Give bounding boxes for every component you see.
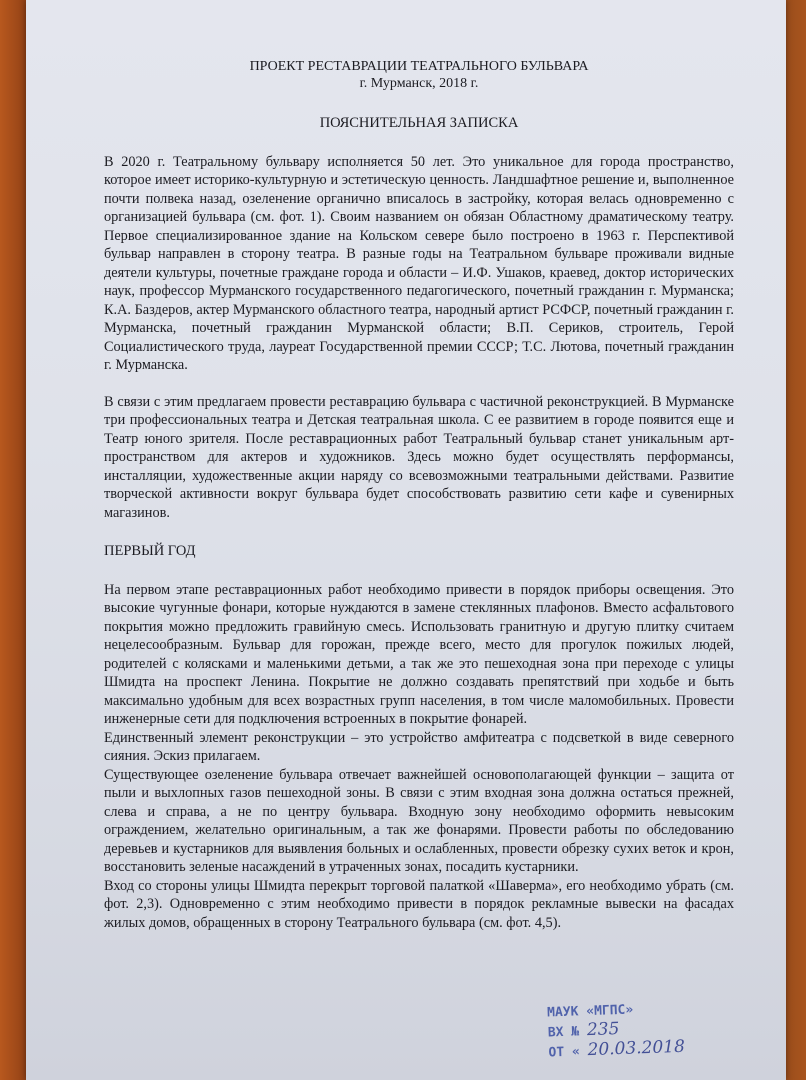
document-subtitle: г. Мурманск, 2018 г.	[359, 76, 479, 91]
document-body	[104, 58, 734, 932]
paper-sheet	[26, 0, 786, 1080]
explanatory-note-heading: ПОЯСНИТЕЛЬНАЯ ЗАПИСКА	[319, 115, 519, 131]
paragraph-history: В 2020 г. Театральному бульвару исполняется 50 лет. Это уникальное для города пространство, которое имеет историко-культурную и эстетическую ценность. Ландшафтное решение и, выполненное почти полвека назад, озеленение органично вписалось в застройку, которая велась одновременно с организацией бульвара (см. фот. 1). Своим названием он обязан Областному драматическому театру. Первое специализированное здание на Кольском севере было построено в 1963 г. Перспективой бульвар направлен в сторону театра. В разные годы на Театральном бульваре проживали видные деятели культуры, почетные граждане города и области – И.Ф. Ушаков, краевед, доктор исторических наук, профессор Мурманского государственного педагогического, почетный гражданин г. Мурманска; К.А. Баздеров, актер Мурманского областного театра, народный артист РСФСР, почетный гражданин г. Мурманска, почетный гражданин Мурманской области; В.П. Сериков, строитель, Герой Социалистического труда, лауреат Государственной премии СССР; Т.С. Лютова, почетный гражданин г. Мурманска.	[104, 153, 734, 373]
paragraph-amphitheatre: Единственный элемент реконструкции – это устройство амфитеатра с подсветкой в виде северного сияния. Эскиз прилагаем.	[104, 729, 734, 764]
registration-stamp	[547, 997, 749, 1076]
stamp-organization: МАУК «МГПС»	[546, 1002, 634, 1021]
stamp-number-value: 235	[586, 1019, 620, 1041]
section-heading-first-year: ПЕРВЫЙ ГОД	[104, 543, 196, 559]
paragraph-entrance: Вход со стороны улицы Шмидта перекрыт торговой палаткой «Шаверма», его необходимо убрать (см. фот. 2,3). Одновременно с этим необходимо привести в порядок рекламные вывески на фасадах жилых домов, обращенных в сторону Театрального бульвара (см. фот. 4,5).	[104, 877, 734, 931]
stamp-number-label: ВХ №	[547, 1024, 580, 1041]
stamp-date-label: ОТ «	[548, 1044, 581, 1061]
paragraph-proposal: В связи с этим предлагаем провести реставрацию бульвара с частичной реконструкцией. В Мурманске три профессиональных театра и Детская театральная школа. С ее развитием в городе появится еще и Театр юного зрителя. После реставрационных работ Театральный бульвар станет уникальным арт-пространством для актеров и художников. Здесь можно будет осуществлять перформансы, инсталляции, художественные акции наряду со всевозможными театральными действами. Развитие творческой активности вокруг бульвара будет способствовать развитию сети кафе и сувенирных магазинов.	[104, 393, 734, 521]
paragraph-lighting: На первом этапе реставрационных работ необходимо привести в порядок приборы освещения. Это высокие чугунные фонари, которые нуждаются в замене стеклянных плафонов. Вместо асфальтового покрытия можно предложить гравийную смесь. Использовать гранитную и другую плитку считаем нецелесообразным. Бульвар для горожан, прежде всего, место для прогулок пожилых людей, родителей с колясками и маленькими детьми, а так же это пешеходная зона при переходе с улицы Шмидта на проспект Ленина. Покрытие не должно создавать препятствий при ходьбе и быть максимально удобным для всех возрастных групп населения, в том числе маломобильных. Провести инженерные сети для подключения встроенных в покрытие фонарей.	[104, 581, 734, 727]
document-title: ПРОЕКТ РЕСТАВРАЦИИ ТЕАТРАЛЬНОГО БУЛЬВАРА	[249, 59, 589, 74]
paragraph-greenery: Существующее озеленение бульвара отвечает важнейшей основополагающей функции – защита от пыли и выхлопных газов пешеходной зоны. В связи с этим входная зона должна остаться прежней, слева и справа, а не по центру бульвара. Входную зону необходимо оформить невысоким ограждением, желательно оригинальным, а так же фонарями. Провести работы по обследованию деревьев и кустарников для выявления больных и ослабленных, провести обрезку сухих веток и крон, восстановить зеленые насаждений в утраченных зонах, посадить кустарники.	[104, 766, 734, 875]
stamp-date-value: 20.03.2018	[587, 1036, 686, 1061]
